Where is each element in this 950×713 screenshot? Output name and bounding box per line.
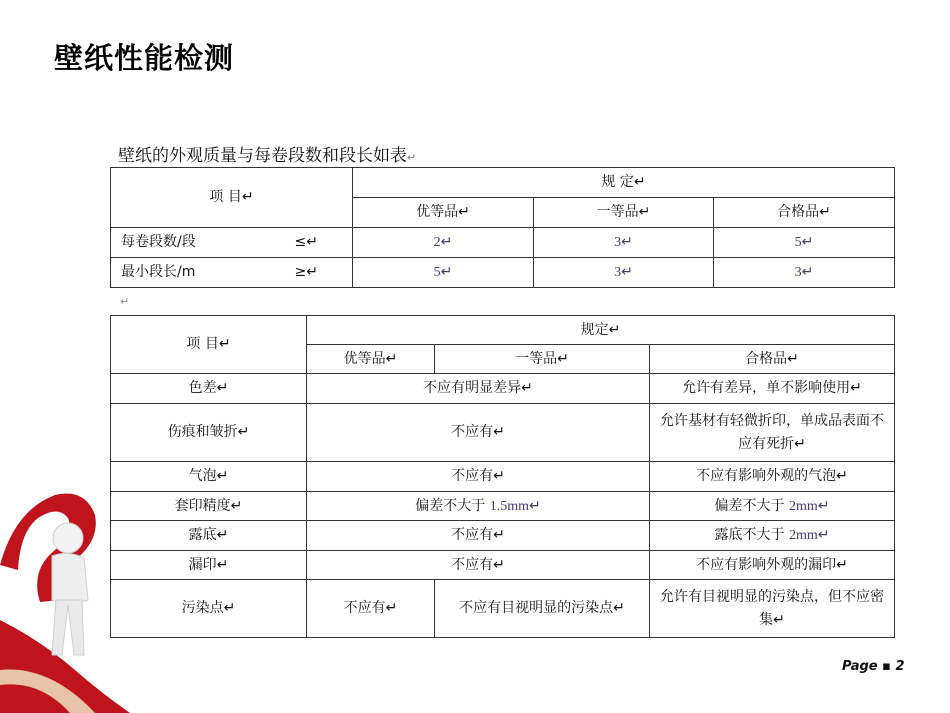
value-cell: 不应有↵ <box>307 580 435 638</box>
row-label: 气泡↵ <box>111 462 307 492</box>
item-header: 项 目↵ <box>111 316 307 374</box>
segments-length-table <box>110 167 895 288</box>
value-cell: 5↵ <box>714 228 895 258</box>
table-row <box>111 521 895 551</box>
value-cell: 不应有↵ <box>307 521 650 551</box>
table-row <box>111 228 895 258</box>
item-header: 项 目↵ <box>111 168 353 228</box>
value-cell: 不应有↵ <box>307 551 650 580</box>
table-caption: 壁纸的外观质量与每卷段数和段长如表↵ <box>118 146 417 166</box>
value-cell: 不应有↵ <box>307 404 650 462</box>
table-row <box>111 258 895 288</box>
value-cell: 3↵ <box>714 258 895 288</box>
page-number: Page ▪ 2 <box>842 659 905 674</box>
grade-first: 一等品↵ <box>435 345 650 374</box>
value-cell: 允许有差异，单不影响使用↵ <box>650 374 895 404</box>
value-cell: 不应有影响外观的漏印↵ <box>650 551 895 580</box>
value-cell: 3↵ <box>534 258 714 288</box>
table-row <box>111 551 895 580</box>
table-row <box>111 404 895 462</box>
row-label: 露底↵ <box>111 521 307 551</box>
symbol: ≥↵ <box>294 264 318 280</box>
value-cell: 允许基材有轻微折印，单成品表面不应有死折↵ <box>650 404 895 462</box>
row-label: 色差↵ <box>111 374 307 404</box>
symbol: ≤↵ <box>294 234 318 250</box>
table-row <box>111 492 895 521</box>
value-cell: 允许有目视明显的污染点，但不应密集↵ <box>650 580 895 638</box>
slide-title: 壁纸性能检测 <box>54 41 235 75</box>
value-cell: 2↵ <box>353 228 534 258</box>
value-cell: 偏差不大于 1.5mm↵ <box>307 492 650 521</box>
spec-header: 规 定↵ <box>353 168 895 198</box>
row-label: 最小段长/m ≥↵ <box>111 258 353 288</box>
table-row <box>111 462 895 492</box>
grade-pass: 合格品↵ <box>714 198 895 228</box>
paragraph-mark: ↵ <box>120 295 130 308</box>
row-label: 污染点↵ <box>111 580 307 638</box>
grade-excellent: 优等品↵ <box>307 345 435 374</box>
value-cell: 3↵ <box>534 228 714 258</box>
value-cell: 不应有明显差异↵ <box>307 374 650 404</box>
value-cell: 不应有↵ <box>307 462 650 492</box>
paragraph-mark: ↵ <box>407 151 417 164</box>
value-cell: 偏差不大于 2mm↵ <box>650 492 895 521</box>
value-cell: 不应有影响外观的气泡↵ <box>650 462 895 492</box>
table-row <box>111 580 895 638</box>
table-row <box>111 374 895 404</box>
grade-pass: 合格品↵ <box>650 345 895 374</box>
spec-header: 规定↵ <box>307 316 895 345</box>
row-label: 每卷段数/段 ≤↵ <box>111 228 353 258</box>
grade-first: 一等品↵ <box>534 198 714 228</box>
value-cell: 5↵ <box>353 258 534 288</box>
value-cell: 露底不大于 2mm↵ <box>650 521 895 551</box>
question-figure-decoration <box>0 470 135 713</box>
grade-excellent: 优等品↵ <box>353 198 534 228</box>
row-label: 漏印↵ <box>111 551 307 580</box>
value-cell: 不应有目视明显的污染点↵ <box>435 580 650 638</box>
appearance-quality-table <box>110 315 895 638</box>
row-label: 套印精度↵ <box>111 492 307 521</box>
row-label: 伤痕和皱折↵ <box>111 404 307 462</box>
person-figure <box>52 523 88 655</box>
